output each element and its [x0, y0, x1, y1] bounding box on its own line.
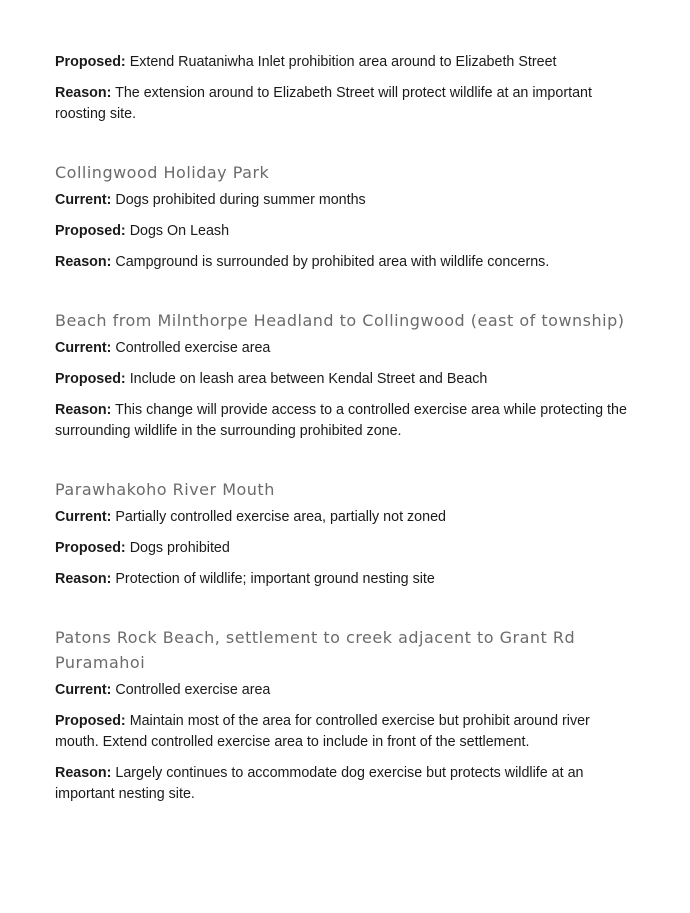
section-current	[55, 507, 635, 528]
proposed-text: Include on leash area between Kendal Street and Beach	[129, 371, 488, 387]
section-reason	[55, 252, 635, 273]
section-title: Patons Rock Beach, settlement to creek adjacent to Grant Rd Puramahoi	[55, 628, 576, 672]
reason-text: This change will provide access to a controlled exercise area while protecting the surrounding wildlife in the surrounding prohibited zone.	[55, 402, 627, 439]
reason-text: Campground is surrounded by prohibited area with wildlife concerns.	[115, 254, 550, 270]
section-reason	[55, 400, 635, 442]
reason-label: Reason:	[55, 402, 112, 418]
section-proposed	[55, 369, 635, 390]
intro-block	[55, 0, 635, 125]
section-title: Collingwood Holiday Park	[55, 163, 270, 182]
section-milnthorpe-beach	[55, 308, 635, 442]
section-current	[55, 680, 635, 701]
current-label: Current:	[55, 509, 112, 525]
reason-text: The extension around to Elizabeth Street will protect wildlife at an important roosting site.	[55, 85, 592, 122]
current-text: Controlled exercise area	[115, 340, 271, 356]
intro-reason	[55, 83, 635, 125]
proposed-label: Proposed:	[55, 540, 126, 556]
proposed-text: Dogs On Leash	[129, 223, 230, 239]
section-proposed	[55, 221, 635, 242]
proposed-label: Proposed:	[55, 713, 126, 729]
reason-label: Reason:	[55, 85, 112, 101]
section-current	[55, 338, 635, 359]
proposed-text: Dogs prohibited	[129, 540, 230, 556]
intro-proposed	[55, 52, 635, 73]
section-title: Beach from Milnthorpe Headland to Collingwood (east of township)	[55, 311, 625, 330]
section-current	[55, 190, 635, 211]
reason-label: Reason:	[55, 254, 112, 270]
current-text: Controlled exercise area	[115, 682, 271, 698]
current-label: Current:	[55, 682, 112, 698]
section-collingwood-holiday-park	[55, 160, 635, 273]
reason-text: Largely continues to accommodate dog exercise but protects wildlife at an important nesting site.	[55, 765, 584, 802]
reason-label: Reason:	[55, 765, 112, 781]
reason-label: Reason:	[55, 571, 112, 587]
section-parawhakoho-river-mouth	[55, 477, 635, 590]
section-reason	[55, 569, 635, 590]
proposed-label: Proposed:	[55, 371, 126, 387]
proposed-text: Maintain most of the area for controlled exercise but prohibit around river mouth. Extend controlled exercise area to include in front of the settlement.	[55, 713, 590, 750]
current-text: Partially controlled exercise area, partially not zoned	[115, 509, 446, 525]
section-reason	[55, 763, 635, 805]
proposed-text: Extend Ruataniwha Inlet prohibition area around to Elizabeth Street	[129, 54, 557, 70]
section-title: Parawhakoho River Mouth	[55, 480, 275, 499]
proposed-label: Proposed:	[55, 54, 126, 70]
current-label: Current:	[55, 340, 112, 356]
section-proposed	[55, 538, 635, 559]
reason-text: Protection of wildlife; important ground nesting site	[115, 571, 435, 587]
proposed-label: Proposed:	[55, 223, 126, 239]
section-proposed	[55, 711, 635, 753]
current-label: Current:	[55, 192, 112, 208]
section-patons-rock-beach	[55, 625, 635, 805]
current-text: Dogs prohibited during summer months	[115, 192, 366, 208]
